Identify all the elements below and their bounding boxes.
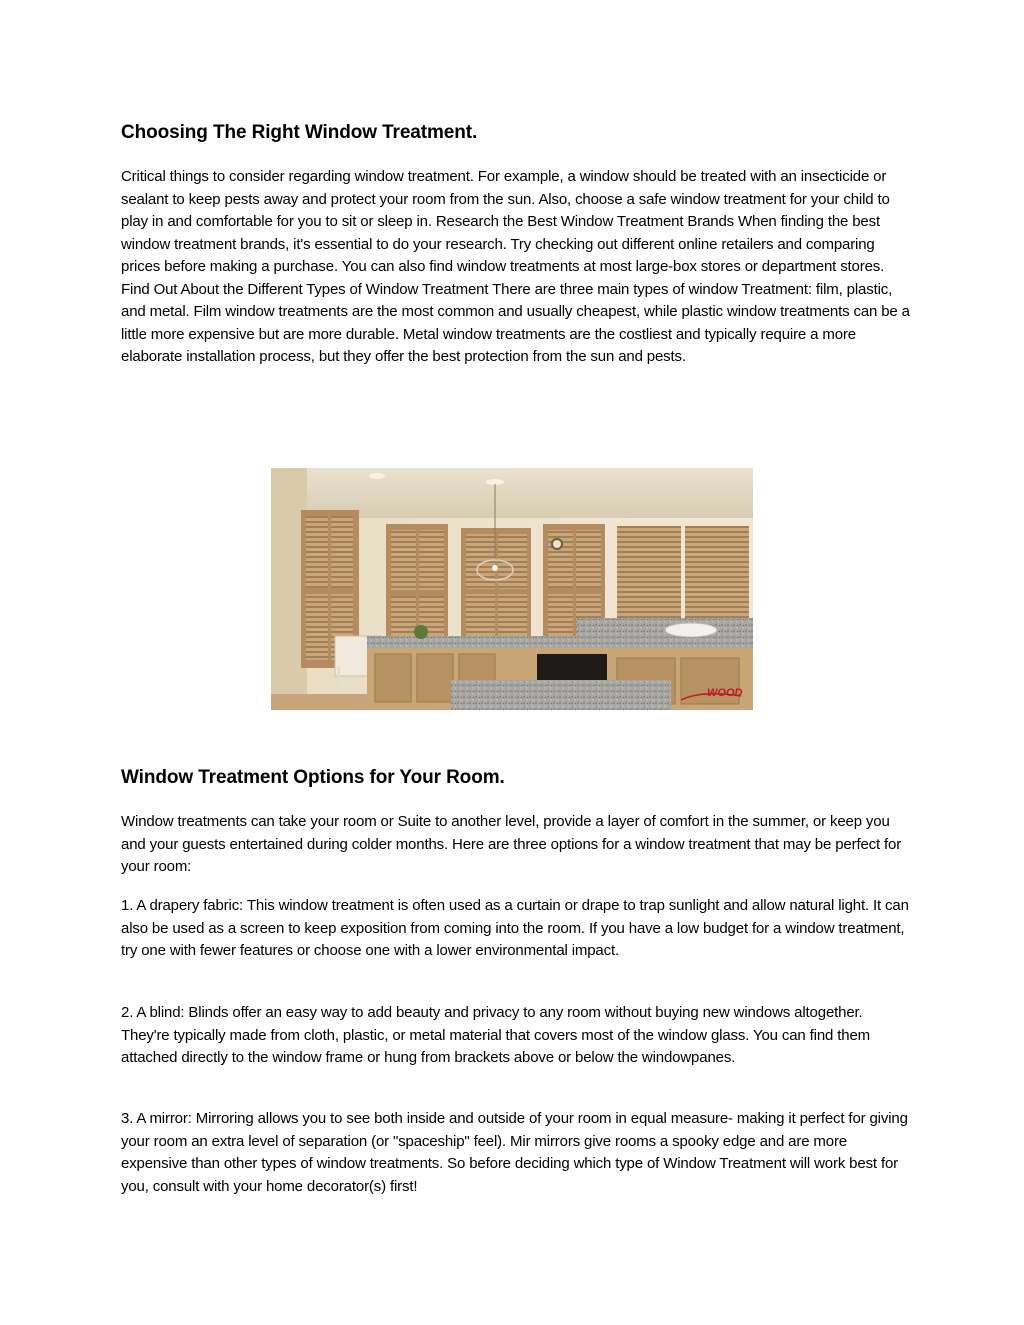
section-paragraph-choosing: Critical things to consider regarding window treatment. For example, a window should be treated with an insecticide or sealant to keep pests away and protect your room from the sun. Also, choose a safe window treatment for your child to play in and comfortable for you to sit or sleep in. Research the Best Window Treatment Brands When finding the best window treatment brands, it's essential to do your research. Try checking out different online retailers and comparing prices before making a purchase. You can also find window treatments at most large-box stores or department stores. Find Out About the Different Types of Window Treatment There are three main types of window Treatment: film, plastic, and metal. Film window treatments are the most common and usually cheapest, while plastic window treatments can be a little more expensive but are more durable. Metal window treatments are the costliest and typically require a more elaborate installation process, but they offer the best protection from the sun and pests.	[121, 168, 910, 365]
kitchen-shutters-photo	[271, 468, 753, 710]
option-drapery-paragraph: 1. A drapery fabric: This window treatment is often used as a curtain or drape to trap sunlight and allow natural light. It can also be used as a screen to keep exposition from coming into the room. If you have a low budget for a window treatment, try one with fewer features or choose one with a lower environmental impact.	[121, 897, 909, 959]
options-intro-paragraph: Window treatments can take your room or Suite to another level, provide a layer of comfort in the summer, or keep you and your guests entertained during colder months. Here are three options for a window treatment that may be perfect for your room:	[121, 813, 902, 875]
option-blind-paragraph: 2. A blind: Blinds offer an easy way to add beauty and privacy to any room without buying new windows altogether. They're typically made from cloth, plastic, or metal material that covers most of the window glass. You can find them attached directly to the window frame or hung from brackets above or below the windowpanes.	[121, 1004, 870, 1066]
section-heading-choosing: Choosing The Right Window Treatment.	[121, 122, 478, 143]
photo-watermark: WOOD	[707, 687, 743, 699]
section-heading-options: Window Treatment Options for Your Room.	[121, 767, 505, 788]
option-mirror-paragraph: 3. A mirror: Mirroring allows you to see both inside and outside of your room in equal measure- making it perfect for giving your room an extra level of separation (or "spaceship" feel). Mir mirrors give rooms a spooky edge and are more expensive than other types of window treatments. So before deciding which type of Window Treatment will work best for you, consult with your home decorator(s) first!	[121, 1110, 908, 1195]
